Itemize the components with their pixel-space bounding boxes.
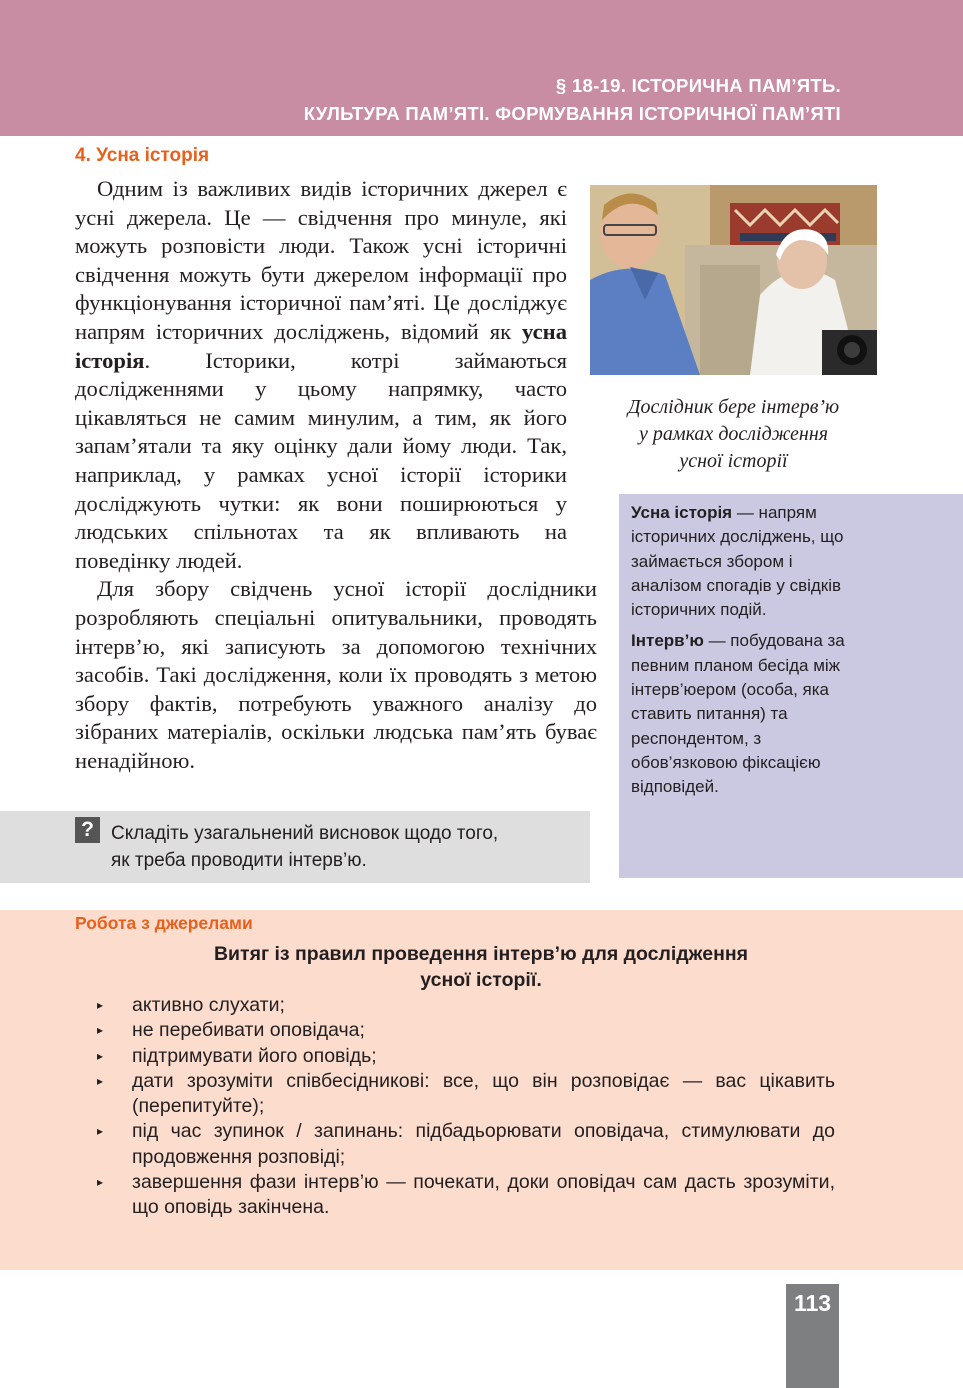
definition-term-interview: Інтерв’ю [631, 631, 704, 651]
bullet-icon: ▸ [97, 1124, 104, 1139]
sources-title-line1: Витяг із правил проведення інтерв’ю для дослідження [213, 943, 749, 965]
definition-text-oral-history: — напрям історичних досліджень, що займається збором і аналізом спогадів у свідків історичних подій. [631, 503, 844, 620]
list-item-text: активно слухати; [132, 994, 285, 1016]
list-item [95, 993, 835, 1018]
list-item [95, 1119, 835, 1170]
bullet-icon: ▸ [97, 1048, 104, 1063]
section-heading: 4. Усна історія [75, 145, 210, 166]
bullet-icon: ▸ [97, 1073, 104, 1088]
chapter-title [304, 72, 841, 128]
definition-oral-history [631, 501, 856, 622]
photo-caption [590, 394, 877, 475]
list-item-text: не перебивати оповідача; [132, 1019, 365, 1042]
paragraph-1 [75, 175, 567, 575]
interview-rules-list [95, 993, 835, 1221]
paragraph-2: Для збору свідчень усної історії дослідники розробляють спеціальні опитувальники, проводять інтерв’ю, які записують за допомогою технічних засобів. Такі дослідження, коли їх проводять з метою збору фактів, потребують уважного аналізу до зібраних матеріалів, оскільки людська пам’ять буває ненадійною. [75, 576, 597, 773]
paragraph-1-text-continued: . Історики, котрі займаються дослідженнями у цьому напрямку, часто цікавляться не самим минулим, а тим, як його запам’ятали та яку оцінку дали йому люди. Так, наприклад, у рамках усної історії історики досліджують чутки: як вони поширюються у людських спільнотах та як впливають на поведінку людей. [75, 347, 567, 573]
sources-title [90, 941, 872, 993]
question-text [111, 820, 581, 874]
chapter-title-line1: § 18-19. ІСТОРИЧНА ПАМ’ЯТЬ. [555, 75, 841, 96]
list-item-text: під час зупинок / запинань: підбадьорювати оповідача, стимулювати до продовження розповіді; [132, 1120, 835, 1168]
photo-caption-line3: усної історії [679, 450, 788, 472]
question-line2: як треба проводити інтерв’ю. [111, 850, 367, 871]
definition-term-oral-history: Усна історія [631, 503, 733, 522]
bullet-icon: ▸ [97, 1175, 104, 1190]
question-mark-icon: ? [75, 817, 100, 843]
photo-caption-line1: Дослідник бере інтерв’ю [627, 396, 840, 418]
bullet-icon: ▸ [97, 998, 104, 1012]
interview-photo [590, 185, 877, 375]
question-line1: Складіть узагальнений висновок щодо того, [111, 823, 499, 844]
definitions-text [631, 501, 856, 807]
term-oral-history: усна історія [75, 318, 567, 373]
sources-heading: Робота з джерелами [75, 913, 253, 933]
chapter-title-line2: КУЛЬТУРА ПАМ’ЯТІ. ФОРМУВАННЯ ІСТОРИЧНОЇ ПАМ’ЯТІ [303, 103, 841, 124]
bullet-icon: ▸ [97, 1023, 104, 1038]
list-item [95, 1069, 835, 1120]
list-item [95, 1044, 835, 1069]
list-item-text: завершення фази інтерв’ю — почекати, доки оповідач сам дасть зрозуміти, що оповідь закінчена. [132, 1171, 835, 1219]
sources-title-line2: усної історії. [420, 969, 542, 991]
definition-text-interview: — побудована за певним планом бесіда між інтерв’юером (особа, яка ставить питання) та респондентом, з обов’язковою фіксацією відповідей. [631, 631, 845, 797]
paragraph-1-text: Одним із важливих видів історичних джерел є усні джерела. Це — свідчення про минуле, які можуть розповісти люди. Також усні історичні свідчення можуть бути джерелом інформації про функціонування історичної пам’яті. Це досліджує напрям історичних досліджень, відомий як [75, 176, 567, 344]
list-item [95, 1018, 835, 1043]
list-item-text: підтримувати його оповідь; [132, 1044, 377, 1067]
photo-caption-line2: у рамках дослідження [638, 423, 829, 445]
list-item-text: дати зрозуміти співбесідникові: все, що він розповідає — вас цікавить (перепитуйте); [132, 1069, 835, 1118]
list-item [95, 1170, 835, 1221]
main-text [75, 175, 597, 775]
interview-photo-illustration [590, 185, 877, 375]
definition-interview [631, 629, 856, 799]
page-number: 113 [793, 1290, 832, 1316]
